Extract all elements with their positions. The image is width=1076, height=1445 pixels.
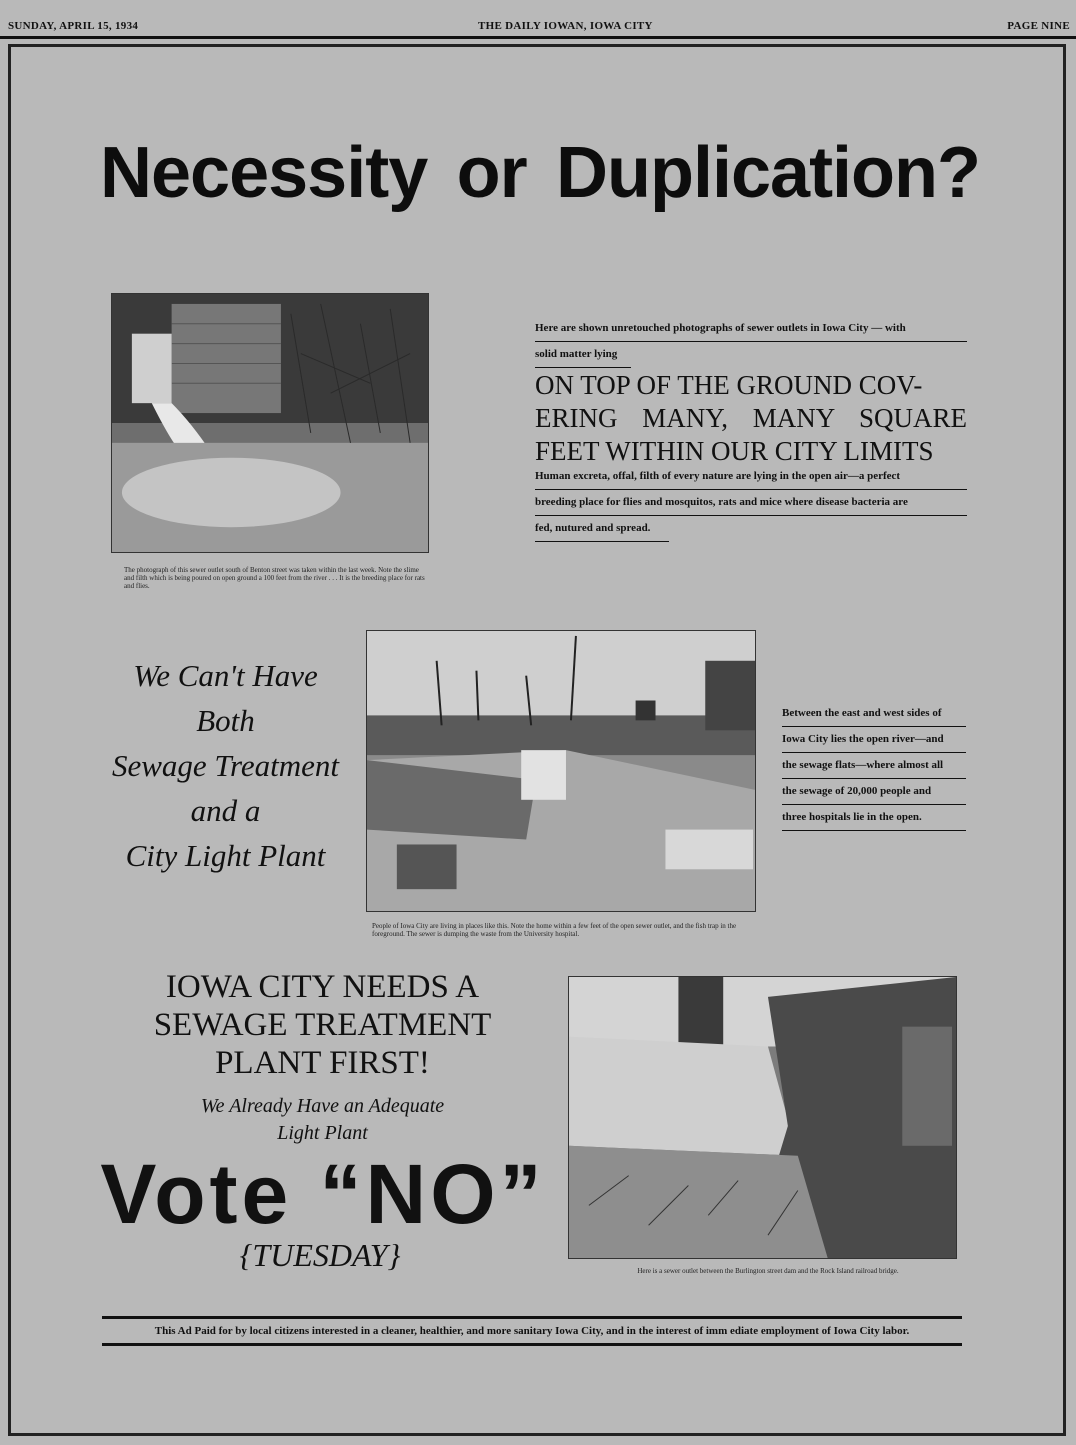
slogan-line-4: and a xyxy=(190,793,261,828)
headline xyxy=(100,132,980,214)
slogan-cant-have-both xyxy=(88,653,363,878)
slogan-line-3: Sewage Treatment xyxy=(111,748,340,783)
header-date: SUNDAY, APRIL 15, 1934 xyxy=(8,20,139,32)
photo1-caption: The photograph of this sewer outlet south of Benton street was taken within the last week. Note the slime and filth which is being poured on open ground a 100 feet from the river . . . It is the breeding place for rats and flies. xyxy=(124,566,425,590)
needs-line-2: SEWAGE TREATMENT xyxy=(153,1007,492,1043)
river-line-3: the sewage flats—where almost all xyxy=(782,753,966,779)
photo2-caption: People of Iowa City are living in places like this. Note the home within a few feet of the open sewer outlet, and the fish trap in the foreground. The sewer is dumping the waste from the University hospital. xyxy=(372,922,737,938)
intro-text-top xyxy=(535,316,967,368)
river-line-4: the sewage of 20,000 people and xyxy=(782,779,966,805)
intro-body-line-2: breeding place for flies and mosquitos, rats and mice where disease bacteria are xyxy=(535,490,967,516)
photo3-caption: Here is a sewer outlet between the Burlington street dam and the Rock Island railroad bridge. xyxy=(637,1267,899,1275)
photo-sewage-flats xyxy=(366,630,756,912)
ad-paid-footer: This Ad Paid for by local citizens interested in a cleaner, healthier, and more sanitary Iowa City, and in the interest of imm ediate employment of Iowa City labor. xyxy=(102,1316,962,1346)
needs-heading xyxy=(110,968,535,1082)
river-line-2: Iowa City lies the open river—and xyxy=(782,727,966,753)
needs-line-1: IOWA CITY NEEDS A xyxy=(165,969,480,1005)
page-header xyxy=(0,0,1076,39)
river-line-5: three hospitals lie in the open. xyxy=(782,805,966,831)
intro-caps-line-2: ERING MANY, MANY SQUARE xyxy=(535,403,967,433)
vote-no: Vote “NO” xyxy=(100,1147,546,1241)
headline-word-necessity: Necessity xyxy=(100,133,428,213)
already-line-2: Light Plant xyxy=(277,1122,368,1144)
slogan-line-2: Both xyxy=(196,703,255,738)
intro-line-2: solid matter lying xyxy=(535,342,631,368)
header-paper-name: THE DAILY IOWAN, IOWA CITY xyxy=(478,20,653,32)
river-text xyxy=(782,701,966,831)
photo-sewer-outlet-benton xyxy=(111,293,429,553)
slogan-line-5: City Light Plant xyxy=(125,838,326,873)
already-line-1: We Already Have an Adequate xyxy=(200,1095,445,1117)
intro-body-line-3: fed, nutured and spread. xyxy=(535,516,669,542)
vote-day-tuesday: {TUESDAY} xyxy=(239,1237,401,1273)
headline-word-duplication: Duplication? xyxy=(556,133,980,213)
intro-caps-heading xyxy=(535,369,967,468)
intro-body-line-1: Human excreta, offal, filth of every nature are lying in the open air—a perfect xyxy=(535,464,967,490)
photo-sewer-outlet-burlington xyxy=(568,976,957,1259)
intro-line-1: Here are shown unretouched photographs of sewer outlets in Iowa City — with xyxy=(535,316,967,342)
intro-caps-line-3: FEET WITHIN OUR CITY LIMITS xyxy=(535,436,934,466)
headline-word-or: or xyxy=(456,133,527,213)
already-have-light-plant xyxy=(120,1093,525,1147)
intro-body xyxy=(535,464,967,542)
slogan-line-1: We Can't Have xyxy=(133,658,318,693)
needs-line-3: PLANT FIRST! xyxy=(215,1045,430,1081)
intro-caps-line-1: ON TOP OF THE GROUND COV- xyxy=(535,370,923,400)
river-line-1: Between the east and west sides of xyxy=(782,701,966,727)
header-page-number: PAGE NINE xyxy=(1007,20,1070,32)
